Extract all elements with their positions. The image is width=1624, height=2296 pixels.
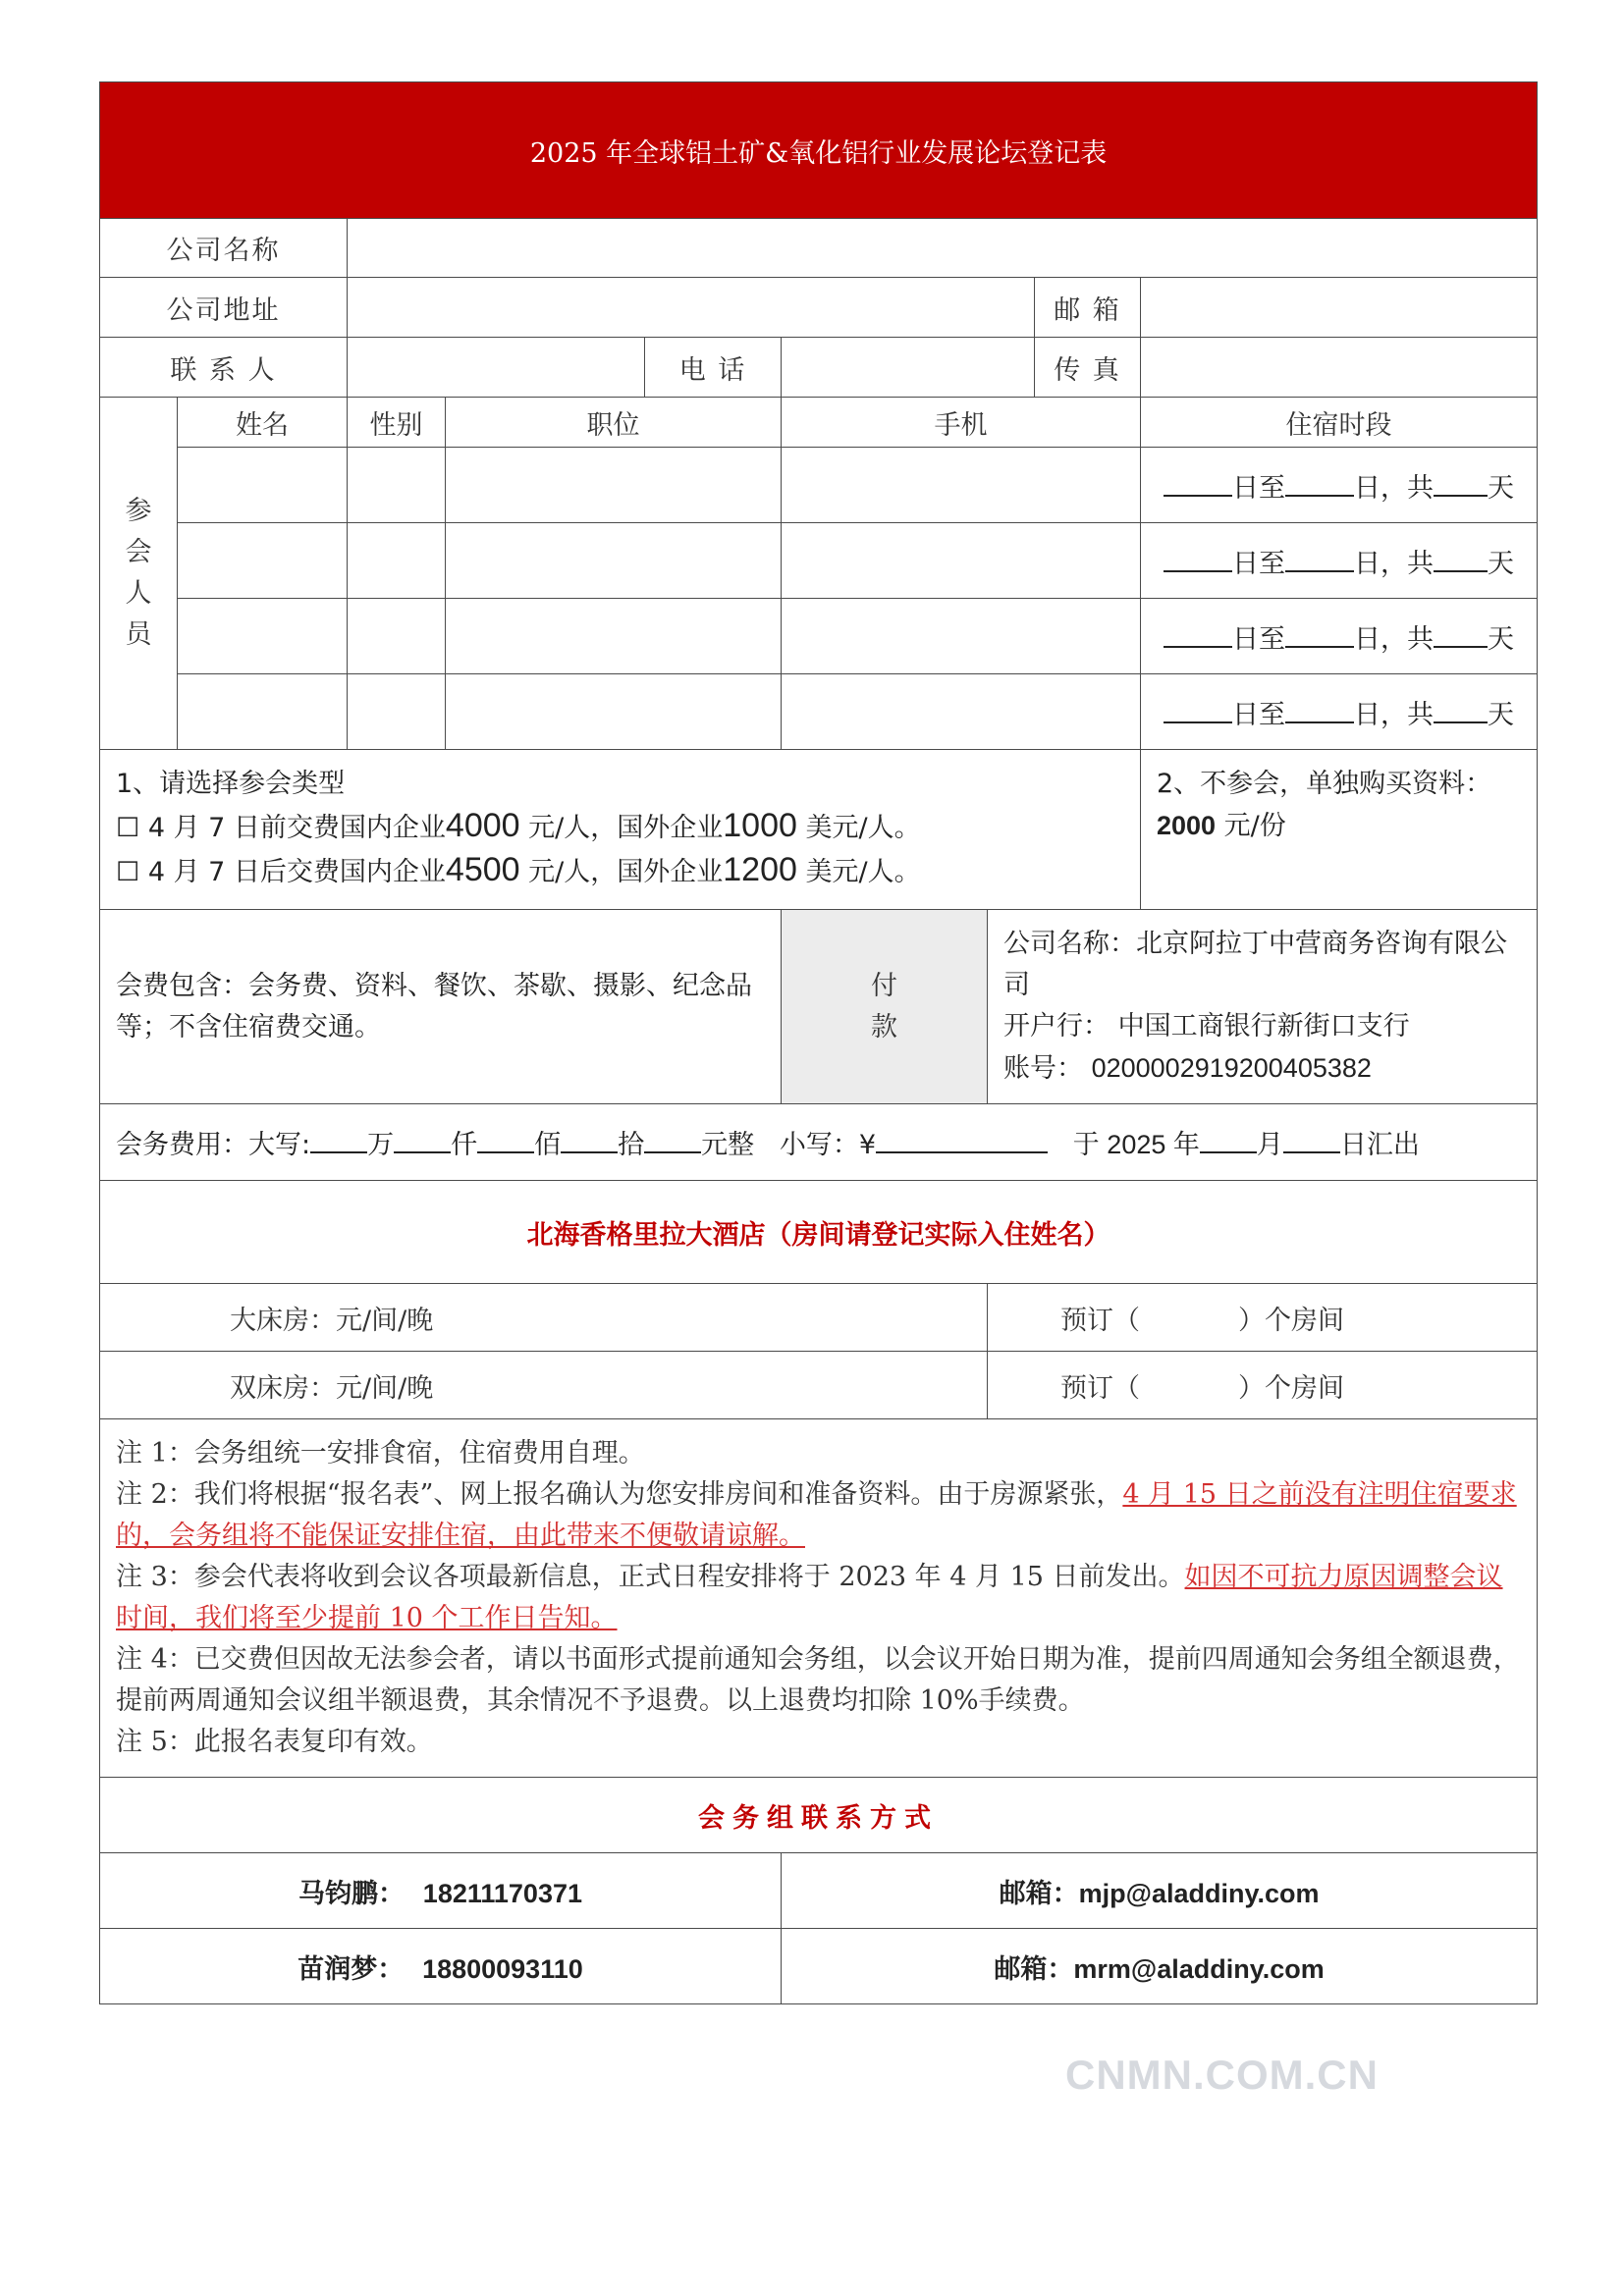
amount-small-label: 小写：¥ (779, 1130, 877, 1160)
side-char: 员 (125, 619, 152, 650)
note-5: 注 5：此报名表复印有效。 (116, 1727, 433, 1757)
header-gender: 性别 (348, 398, 446, 448)
amount-prefix: 会务费用：大写: (116, 1130, 311, 1160)
contact-person-label: 联 系 人 (100, 338, 348, 398)
watermark: CNMN.COM.CN (1065, 2052, 1379, 2098)
note-2: 注 2：我们将根据“报名表”、网上报名确认为您安排房间和准备资料。由于房源紧张，4 月 15 日之前没有注明住宿要求的，会务组将不能保证安排住宿，由此带来不便敬请谅解。 (116, 1479, 1517, 1551)
attendees-side-label (100, 398, 178, 750)
month-blank[interactable] (1200, 1130, 1257, 1153)
room-booking-twin[interactable]: 预订（ ）个房间 (988, 1352, 1538, 1419)
amount-blank[interactable] (394, 1130, 451, 1153)
buy-materials (1141, 750, 1538, 910)
attendee-position-field[interactable] (446, 674, 782, 750)
attendee-mobile-field[interactable] (782, 674, 1141, 750)
contact-email-link[interactable]: mjp@aladdiny.com (1078, 1878, 1320, 1908)
attendee-stay-field[interactable]: 日至 日，共 天 (1141, 448, 1538, 523)
fax-field[interactable] (1141, 338, 1538, 398)
side-char: 参 (125, 496, 152, 526)
attendee-row (100, 523, 1538, 599)
attendee-row (100, 448, 1538, 523)
registration-form (99, 81, 1537, 2004)
contact-phone: 18800093110 (422, 1953, 583, 1984)
fax-label: 传 真 (1035, 338, 1141, 398)
attendee-row (100, 599, 1538, 674)
attendee-name-field[interactable] (178, 599, 348, 674)
attendee-name-field[interactable] (178, 523, 348, 599)
company-name-field[interactable] (348, 219, 1538, 278)
note-4: 注 4：已交费但因故无法参会者，请以书面形式提前通知会务组，以会议开始日期为准，提前四周通知会务组全额退费，提前两周通知会议组半额退费，其余情况不予退费。以上退费均扣除 10%手续费。 (116, 1644, 1520, 1716)
fee-type-heading: 1、请选择参会类型 (116, 769, 346, 799)
checkbox-icon[interactable]: ☐ (116, 813, 140, 843)
contact-person-2: 苗润梦： 18800093110 (100, 1929, 782, 2004)
note-3: 注 3：参会代表将收到会议各项最新信息，正式日程安排将于 2023 年 4 月 15 日前发出。如因不可抗力原因调整会议时间，我们将至少提前 10 个工作日告知。 (116, 1562, 1503, 1633)
contact-email-1: 邮箱：mjp@aladdiny.com (782, 1853, 1538, 1929)
phone-label: 电 话 (645, 338, 782, 398)
payee-company: 公司名称：北京阿拉丁中营商务咨询有限公司 (1003, 929, 1507, 1000)
buy-materials-amount: 2000 (1157, 811, 1217, 840)
attendee-gender-field[interactable] (348, 599, 446, 674)
checkbox-icon[interactable]: ☐ (116, 857, 140, 887)
phone-field[interactable] (782, 338, 1035, 398)
header-name: 姓名 (178, 398, 348, 448)
buy-materials-unit: 元/份 (1223, 811, 1286, 841)
email-field[interactable] (1141, 278, 1538, 338)
fee-option-late[interactable]: ☐ 4 月 7 日后交费国内企业4500 元/人，国外企业1200 美元/人。 (116, 851, 921, 888)
amount-blank[interactable] (477, 1130, 534, 1153)
day-blank[interactable] (1283, 1130, 1340, 1153)
amount-blank[interactable] (561, 1130, 618, 1153)
attendee-name-field[interactable] (178, 674, 348, 750)
account-number: 0200002919200405382 (1091, 1053, 1372, 1083)
contact-email-link[interactable]: mrm@aladdiny.com (1073, 1953, 1325, 1984)
room-type-king: 大床房：元/间/晚 (100, 1284, 988, 1352)
attendee-gender-field[interactable] (348, 674, 446, 750)
fee-includes: 会费包含：会务费、资料、餐饮、茶歇、摄影、纪念品等；不含住宿费交通。 (100, 910, 782, 1104)
header-mobile: 手机 (782, 398, 1141, 448)
form-table (99, 81, 1538, 2004)
note-1: 注 1：会务组统一安排食宿，住宿费用自理。 (116, 1438, 645, 1468)
attendee-gender-field[interactable] (348, 448, 446, 523)
amount-blank[interactable] (310, 1130, 367, 1153)
header-stay-period: 住宿时段 (1141, 398, 1538, 448)
company-address-label: 公司地址 (100, 278, 348, 338)
side-char: 会 (125, 537, 152, 567)
contact-email-2: 邮箱：mrm@aladdiny.com (782, 1929, 1538, 2004)
attendee-mobile-field[interactable] (782, 523, 1141, 599)
side-char: 人 (125, 578, 152, 609)
notes (100, 1419, 1538, 1778)
room-booking-king[interactable]: 预订（ ）个房间 (988, 1284, 1538, 1352)
room-type-twin: 双床房：元/间/晚 (100, 1352, 988, 1419)
buy-materials-heading: 2、不参会，单独购买资料： (1157, 769, 1492, 799)
contact-person-field[interactable] (348, 338, 645, 398)
contact-title: 会务组联系方式 (100, 1778, 1538, 1853)
amount-line: 会务费用：大写: 万 仟 佰 拾 元整 小写：¥ 于 2025 年 月 日汇出 (100, 1104, 1538, 1181)
header-position: 职位 (446, 398, 782, 448)
payment-info (988, 910, 1538, 1104)
attendee-gender-field[interactable] (348, 523, 446, 599)
email-label: 邮 箱 (1035, 278, 1141, 338)
attendee-stay-field[interactable]: 日至 日，共 天 (1141, 523, 1538, 599)
contact-phone: 18211170371 (422, 1878, 582, 1908)
amount-date-prefix: 于 2025 年 (1072, 1130, 1200, 1159)
attendee-name-field[interactable] (178, 448, 348, 523)
contact-person-1: 马钧鹏： 18211170371 (100, 1853, 782, 1929)
attendee-position-field[interactable] (446, 599, 782, 674)
attendee-stay-field[interactable]: 日至 日，共 天 (1141, 599, 1538, 674)
company-address-field[interactable] (348, 278, 1035, 338)
hotel-title: 北海香格里拉大酒店（房间请登记实际入住姓名） (100, 1181, 1538, 1284)
payment-char: 付 (871, 970, 897, 1001)
fee-option-early[interactable]: ☐ 4 月 7 日前交费国内企业4000 元/人，国外企业1000 美元/人。 (116, 807, 921, 844)
attendee-position-field[interactable] (446, 523, 782, 599)
payment-char: 款 (871, 1011, 897, 1042)
payee-bank: 开户行： 中国工商银行新街口支行 (1003, 1011, 1410, 1041)
attendee-mobile-field[interactable] (782, 448, 1141, 523)
payment-label (782, 910, 988, 1104)
attendee-stay-field[interactable]: 日至 日，共 天 (1141, 674, 1538, 750)
company-name-label: 公司名称 (100, 219, 348, 278)
account-label: 账号： (1003, 1053, 1083, 1084)
attendee-row (100, 674, 1538, 750)
attendee-position-field[interactable] (446, 448, 782, 523)
amount-blank[interactable] (644, 1130, 701, 1153)
fee-options (100, 750, 1141, 910)
amount-small-blank[interactable] (876, 1130, 1048, 1153)
attendee-mobile-field[interactable] (782, 599, 1141, 674)
form-title: 2025 年全球铝土矿&氧化铝行业发展论坛登记表 (100, 82, 1538, 219)
